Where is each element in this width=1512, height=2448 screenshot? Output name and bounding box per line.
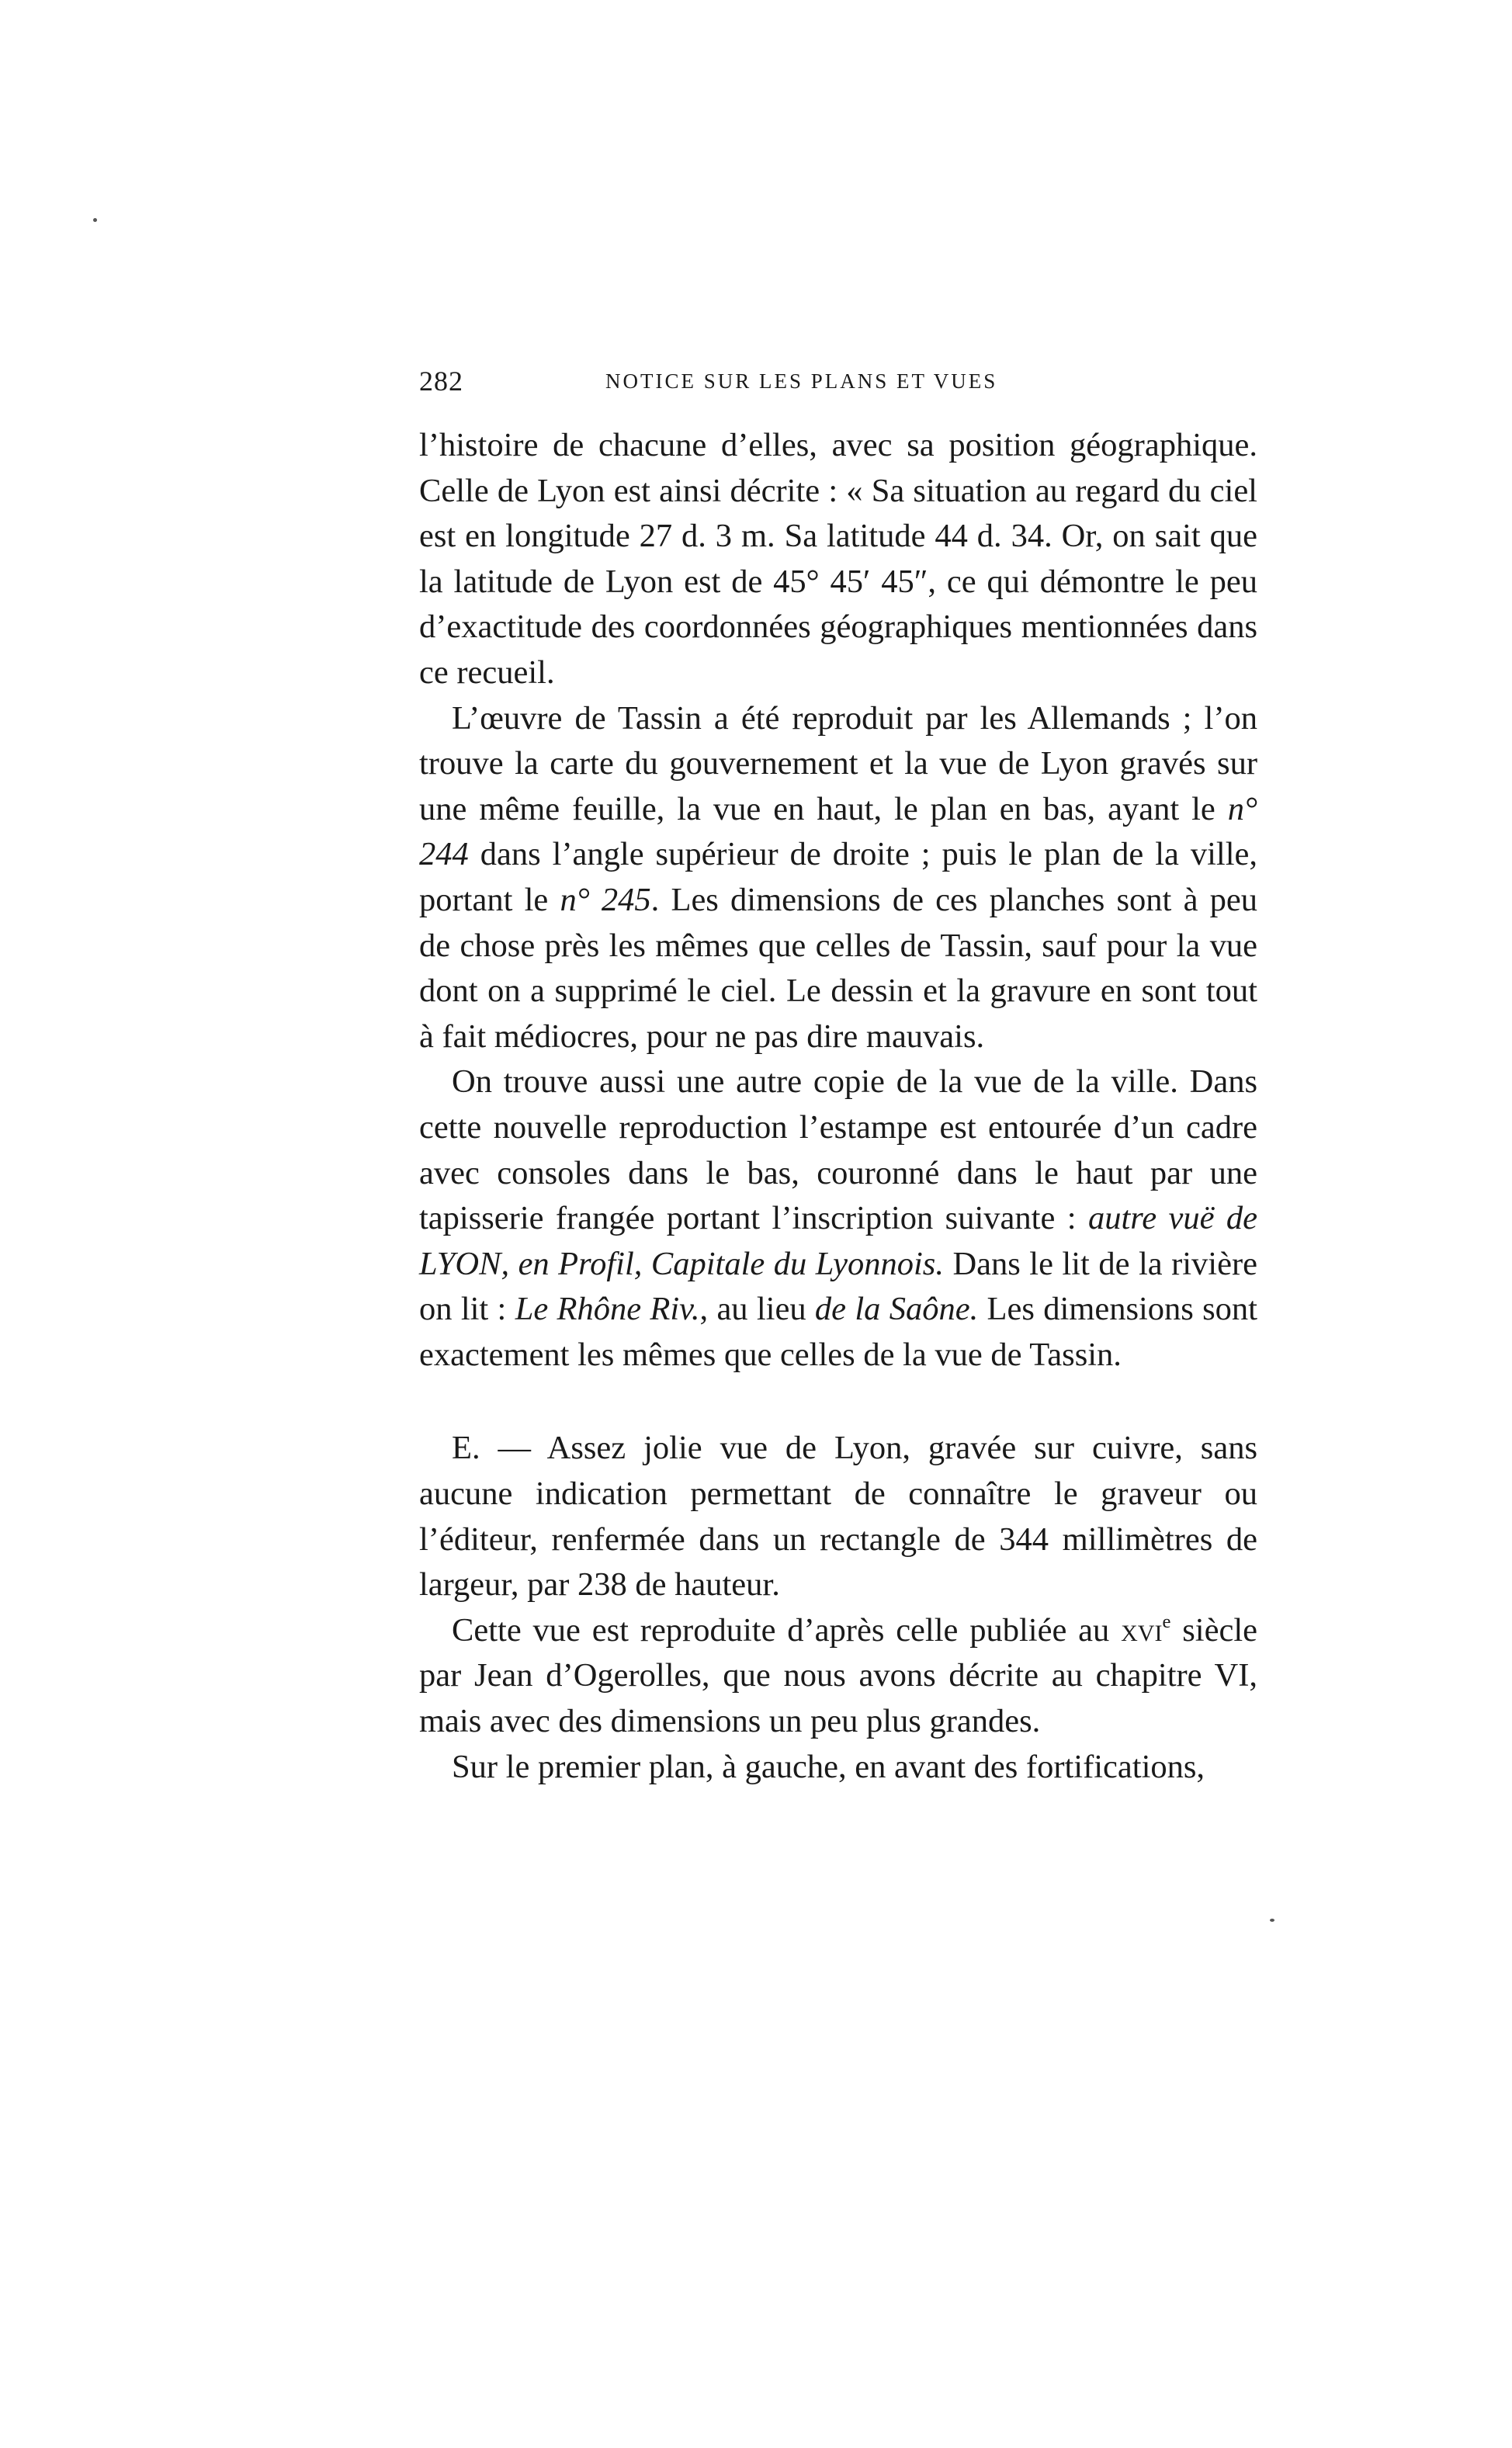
century-superscript: e <box>1162 1611 1171 1632</box>
plate-number: n° 245 <box>560 881 651 918</box>
plate-number: n° 244 <box>419 790 1257 873</box>
paragraph-entry-e: E. — Assez jolie vue de Lyon, gravée sur cuivre, sans aucune indication permettant de connaître le graveur ou l’éditeur, renfermée dans un rectangle de 344 millimètres de largeur, par 238 de hauteur. <box>419 1430 1257 1604</box>
text-run: , au lieu <box>699 1291 815 1328</box>
paragraph-german-reproduction <box>419 696 1257 1060</box>
text-run: . Les dimensions de ces planches sont à peu de chose près les mêmes que celles de Tassin, sauf pour la vue dont on a supprimé le ciel. Le dessin et la gravure en sont tout à fait médiocres, pour ne pas dire mauvais. <box>419 881 1257 1055</box>
paper-speck <box>1270 1919 1274 1922</box>
river-name: de la Saône. <box>814 1291 979 1328</box>
text-run: Les dimensions sont exactement les mêmes que celles de la vue de Tassin. <box>419 1291 1257 1373</box>
text-run: siècle par Jean d’Ogerolles, que nous avons décrite au chapitre VI, mais avec des dimensions un peu plus grandes. <box>419 1611 1257 1740</box>
body-text <box>419 423 1257 1790</box>
river-label: Le Rhône Riv. <box>515 1291 700 1328</box>
text-run: L’œuvre de Tassin a été reproduit par les Allemands ; l’on trouve la carte du gouvernement et la vue de Lyon gravés sur une même feuille, la vue en haut, le plan en bas, ayant le <box>419 699 1257 827</box>
inscription-text: autre vuë de LYON, en Profil, Capitale du Lyonnois. <box>419 1200 1257 1282</box>
section-gap <box>419 1378 1257 1426</box>
page-header <box>419 365 1257 411</box>
paper-speck <box>93 218 97 222</box>
text-run: Cette vue est reproduite d’après celle publiée au <box>452 1611 1122 1649</box>
century-numeral: xvi <box>1121 1611 1163 1649</box>
paragraph-ogerolles <box>419 1608 1257 1745</box>
running-title: NOTICE SUR LES PLANS ET VUES <box>605 369 998 393</box>
text-run: Dans le lit de la rivière on lit : <box>419 1245 1257 1328</box>
page-number: 282 <box>419 366 463 397</box>
paragraph-foreground: Sur le premier plan, à gauche, en avant des fortifications, <box>452 1748 1205 1785</box>
text-run: On trouve aussi une autre copie de la vue de la ville. Dans cette nouvelle reproduction l’estampe est entourée d’un cadre avec consoles dans le bas, couronné dans le haut par une tapisserie frangée portant l’inscription suivante : <box>419 1063 1257 1237</box>
paragraph-continuation: l’histoire de chacune d’elles, avec sa position géographique. Celle de Lyon est ainsi décrite : « Sa situation au regard du ciel est en longitude 27 d. 3 m. Sa latitude 44 d. 34. Or, on sait que la latitude de Lyon est de 45° 45′ 45″, ce qui démontre le peu d’exactitude des coordonnées géographiques mentionnées dans ce recueil. <box>419 427 1257 691</box>
text-run: dans l’angle supérieur de droite ; puis le plan de la ville, portant le <box>419 836 1257 918</box>
paragraph-other-copy <box>419 1059 1257 1378</box>
